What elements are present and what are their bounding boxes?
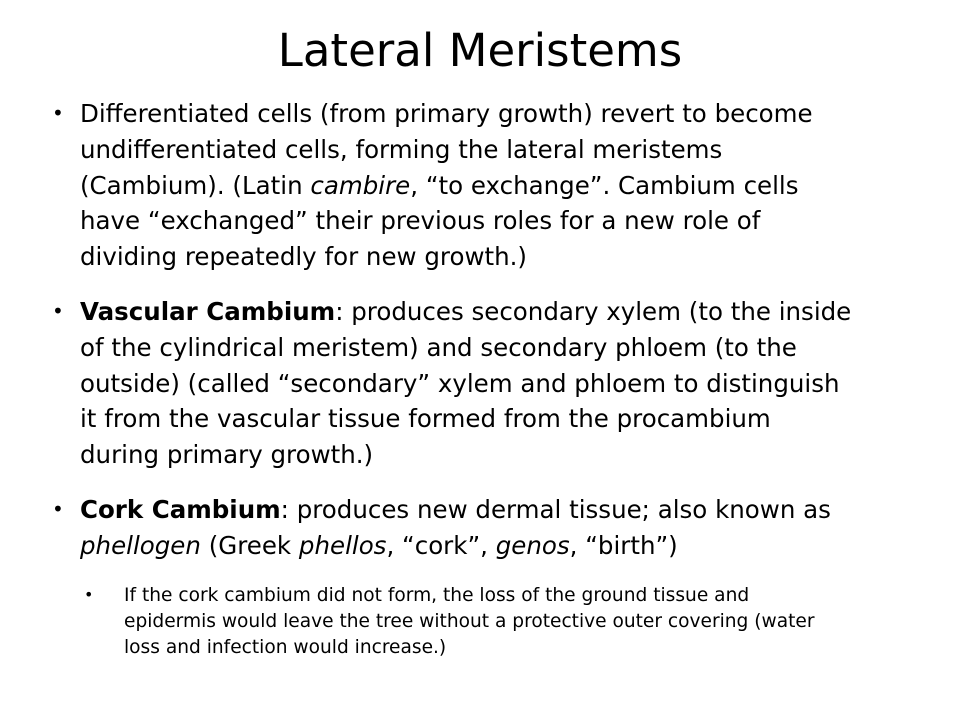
- bullet-differentiated-cells: [52, 96, 852, 275]
- sub-bullet-cork-cambium-note: [84, 583, 844, 661]
- bullet-vascular-cambium: [52, 294, 852, 473]
- slide-content: [52, 96, 852, 661]
- bullet-text: Differentiated cells (from primary growth) revert to become undifferentiated cells, forming the lateral meristems (Cambium). (Latin cambire, “to exchange”. Cambium cells have “exchanged” their previous roles for a new role of dividing repeatedly for new growth.): [80, 99, 813, 272]
- term-cork-cambium: Cork Cambium: [80, 494, 281, 524]
- term-phellos: phellos: [298, 530, 387, 560]
- bullet-dot: •: [52, 496, 64, 521]
- bullet-dot: •: [52, 298, 64, 323]
- term-vascular-cambium: Vascular Cambium: [80, 296, 336, 326]
- bullet-text: : produces secondary xylem (to the inside of the cylindrical meristem) and secondary phloem (to the outside) (called “secondary” xylem and phloem to distinguish it from the vascular tissue formed from the procambium during primary growth.): [80, 296, 852, 470]
- term-phellogen: phellogen: [80, 530, 201, 560]
- text-part: : produces new dermal tissue; also known as: [280, 494, 831, 524]
- term-genos: genos: [495, 530, 570, 560]
- text-part: (Greek: [200, 530, 299, 560]
- sub-bullet-text: If the cork cambium did not form, the loss of the ground tissue and epidermis would leave the tree without a protective outer covering (water loss and infection would increase.): [124, 584, 815, 658]
- bullet-dot: •: [84, 584, 94, 604]
- text-part: , “cork”,: [386, 530, 496, 560]
- term-cambire: cambire: [310, 170, 411, 200]
- slide-title: Lateral Meristems: [277, 24, 683, 77]
- bullet-dot: •: [52, 101, 64, 125]
- text-part: , “birth”): [569, 530, 678, 560]
- bullet-cork-cambium: [52, 492, 852, 564]
